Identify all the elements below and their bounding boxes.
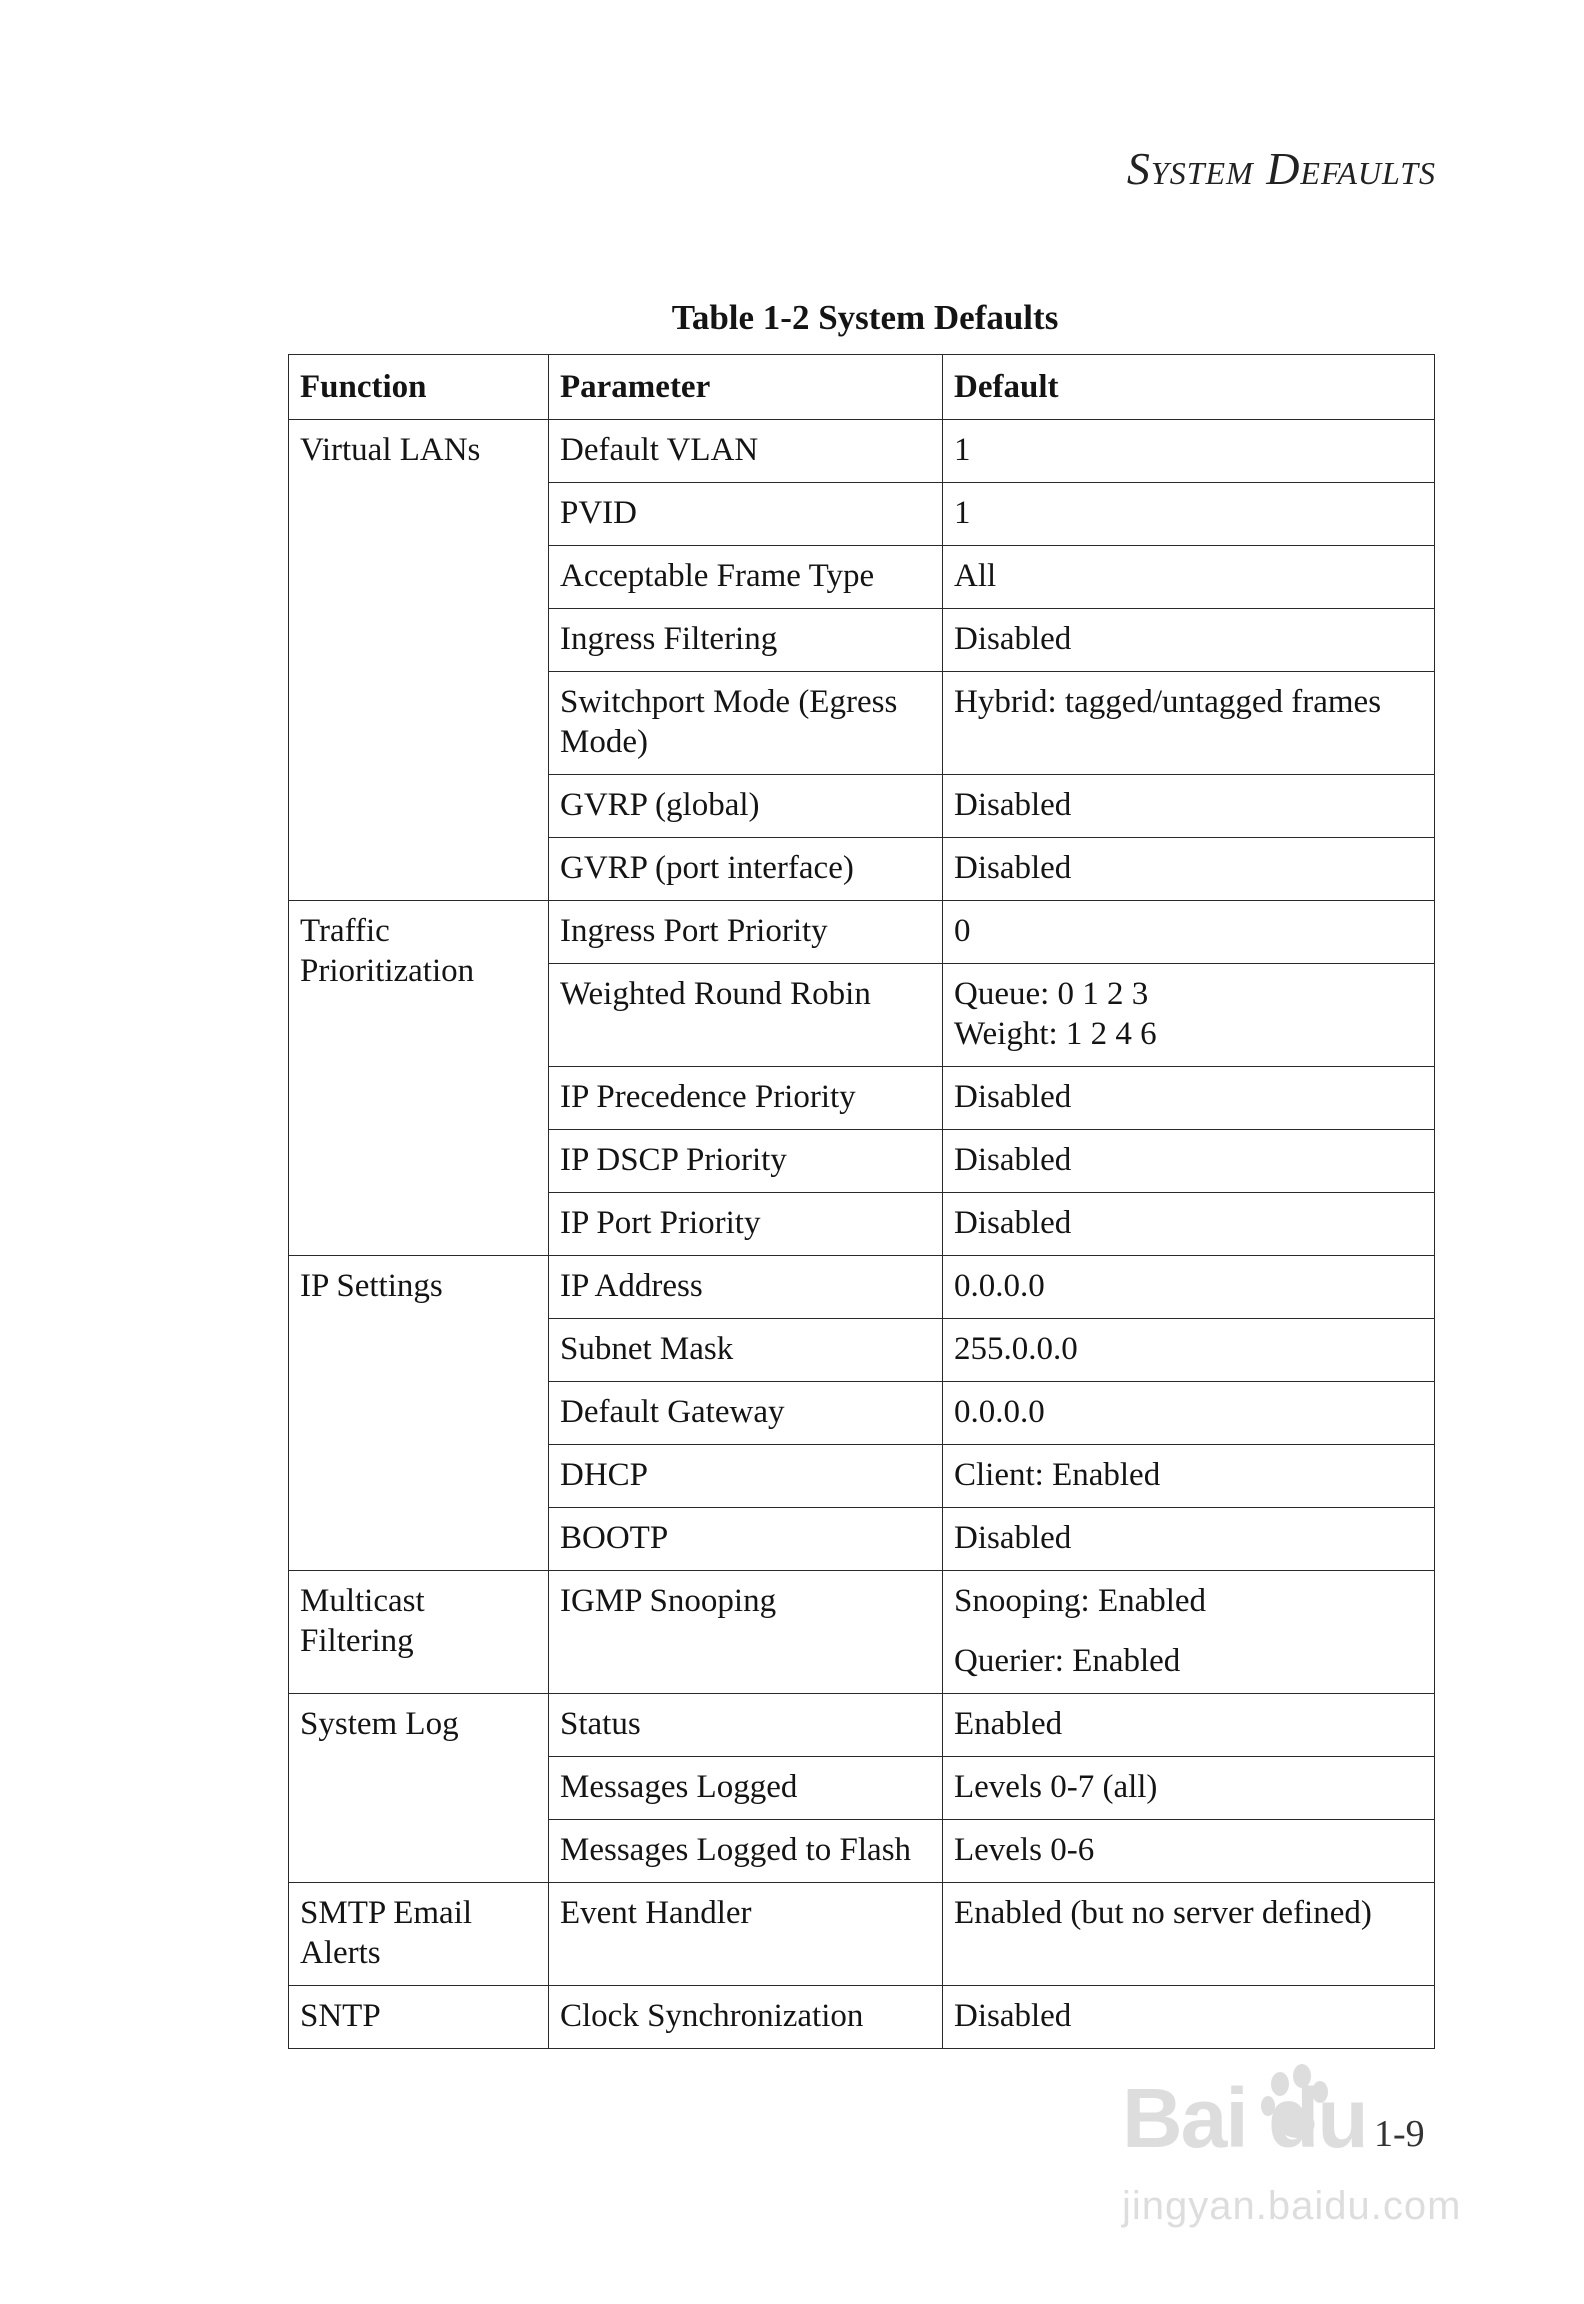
parameter-cell bbox=[549, 775, 943, 838]
page-number: 1-9 bbox=[1374, 2113, 1425, 2155]
function-cell bbox=[289, 1694, 549, 1883]
default-value: 0.0.0.0 bbox=[954, 1268, 1045, 1304]
default-cell bbox=[943, 420, 1435, 483]
parameter-label: Messages Logged bbox=[560, 1769, 798, 1805]
default-cell bbox=[943, 901, 1435, 964]
default-cell bbox=[943, 1256, 1435, 1319]
parameter-label: IGMP Snooping bbox=[560, 1583, 777, 1619]
default-cell bbox=[943, 1382, 1435, 1445]
parameter-label: Status bbox=[560, 1706, 641, 1742]
parameter-label: Subnet Mask bbox=[560, 1331, 734, 1367]
table-row bbox=[289, 1883, 1435, 1986]
default-cell bbox=[943, 672, 1435, 775]
default-cell bbox=[943, 1571, 1435, 1694]
default-cell bbox=[943, 964, 1435, 1067]
default-value: Enabled bbox=[954, 1706, 1063, 1742]
function-cell bbox=[289, 420, 549, 901]
function-label: System Log bbox=[300, 1706, 459, 1742]
default-value: 255.0.0.0 bbox=[954, 1331, 1078, 1367]
default-cell bbox=[943, 1694, 1435, 1757]
table-row bbox=[289, 1694, 1435, 1757]
parameter-label: Clock Synchronization bbox=[560, 1998, 864, 2034]
default-value: 1 bbox=[954, 432, 971, 468]
function-cell bbox=[289, 1571, 549, 1694]
parameter-label: GVRP (global) bbox=[560, 787, 760, 823]
parameter-label: Ingress Port Priority bbox=[560, 913, 828, 949]
parameter-label: DHCP bbox=[560, 1457, 649, 1493]
function-cell bbox=[289, 1986, 549, 2049]
parameter-cell bbox=[549, 609, 943, 672]
default-cell bbox=[943, 1757, 1435, 1820]
parameter-label: IP DSCP Priority bbox=[560, 1142, 787, 1178]
default-value: Disabled bbox=[954, 1520, 1072, 1556]
default-cell bbox=[943, 1986, 1435, 2049]
system-defaults-table bbox=[288, 354, 1435, 2049]
paw-icon bbox=[1258, 2062, 1338, 2142]
parameter-label: Switchport Mode (Egress bbox=[560, 684, 898, 720]
parameter-label: Ingress Filtering bbox=[560, 621, 778, 657]
parameter-cell bbox=[549, 1382, 943, 1445]
table-header-row bbox=[289, 355, 1435, 420]
default-cell bbox=[943, 1193, 1435, 1256]
default-value: Disabled bbox=[954, 621, 1072, 657]
default-value: Client: Enabled bbox=[954, 1457, 1161, 1493]
parameter-cell bbox=[549, 901, 943, 964]
parameter-label: Event Handler bbox=[560, 1895, 752, 1931]
default-value: 0 bbox=[954, 913, 971, 949]
function-label: Prioritization bbox=[300, 953, 475, 989]
default-cell bbox=[943, 1820, 1435, 1883]
default-value: Hybrid: tagged/untagged frames bbox=[954, 684, 1382, 720]
default-cell bbox=[943, 1130, 1435, 1193]
default-cell bbox=[943, 1319, 1435, 1382]
parameter-cell bbox=[549, 1319, 943, 1382]
default-value: 1 bbox=[954, 495, 971, 531]
column-header-function: Function bbox=[289, 355, 549, 420]
parameter-cell bbox=[549, 1067, 943, 1130]
default-cell bbox=[943, 838, 1435, 901]
parameter-cell bbox=[549, 964, 943, 1067]
default-value: Disabled bbox=[954, 1205, 1072, 1241]
default-value: 0.0.0.0 bbox=[954, 1394, 1045, 1430]
running-header: System Defaults bbox=[1126, 143, 1436, 194]
default-value: Enabled (but no server defined) bbox=[954, 1895, 1372, 1931]
parameter-label: BOOTP bbox=[560, 1520, 669, 1556]
default-value: Disabled bbox=[954, 1079, 1072, 1115]
function-label: Multicast bbox=[300, 1583, 425, 1619]
default-value: Disabled bbox=[954, 850, 1072, 886]
function-cell bbox=[289, 901, 549, 1256]
default-cell bbox=[943, 1445, 1435, 1508]
column-header-parameter: Parameter bbox=[549, 355, 943, 420]
parameter-cell bbox=[549, 1883, 943, 1986]
parameter-cell bbox=[549, 672, 943, 775]
default-cell bbox=[943, 483, 1435, 546]
function-label: IP Settings bbox=[300, 1268, 443, 1304]
default-value: Queue: 0 1 2 3 bbox=[954, 976, 1149, 1012]
default-value: Disabled bbox=[954, 1142, 1072, 1178]
parameter-cell bbox=[549, 1193, 943, 1256]
default-value: Weight: 1 2 4 6 bbox=[954, 1016, 1157, 1052]
function-label: SNTP bbox=[300, 1998, 381, 2034]
function-label: Alerts bbox=[300, 1935, 381, 1971]
parameter-cell bbox=[549, 546, 943, 609]
default-cell bbox=[943, 1883, 1435, 1986]
baidu-watermark bbox=[1110, 2062, 1490, 2262]
default-value: Querier: Enabled bbox=[954, 1643, 1181, 1679]
table-row bbox=[289, 420, 1435, 483]
default-cell bbox=[943, 1067, 1435, 1130]
default-cell bbox=[943, 609, 1435, 672]
default-cell bbox=[943, 1508, 1435, 1571]
default-cell bbox=[943, 775, 1435, 838]
default-value: Disabled bbox=[954, 787, 1072, 823]
parameter-label: Default Gateway bbox=[560, 1394, 785, 1430]
parameter-label: Messages Logged to Flash bbox=[560, 1832, 912, 1868]
function-cell bbox=[289, 1256, 549, 1571]
parameter-label: Acceptable Frame Type bbox=[560, 558, 875, 594]
default-value: All bbox=[954, 558, 997, 594]
parameter-cell bbox=[549, 1986, 943, 2049]
table-body bbox=[289, 420, 1435, 2049]
parameter-cell bbox=[549, 483, 943, 546]
parameter-cell bbox=[549, 1694, 943, 1757]
parameter-cell bbox=[549, 1256, 943, 1319]
parameter-cell bbox=[549, 420, 943, 483]
column-header-default: Default bbox=[943, 355, 1435, 420]
function-label: Filtering bbox=[300, 1623, 414, 1659]
default-value: Levels 0-7 (all) bbox=[954, 1769, 1158, 1805]
parameter-cell bbox=[549, 1757, 943, 1820]
parameter-label: Weighted Round Robin bbox=[560, 976, 871, 1012]
parameter-label: Default VLAN bbox=[560, 432, 759, 468]
parameter-cell bbox=[549, 838, 943, 901]
default-cell bbox=[943, 546, 1435, 609]
parameter-label: Mode) bbox=[560, 724, 648, 760]
watermark-logo-text: Bai du bbox=[1122, 2071, 1367, 2165]
default-value: Disabled bbox=[954, 1998, 1072, 2034]
default-value: Snooping: Enabled bbox=[954, 1583, 1207, 1619]
parameter-label: PVID bbox=[560, 495, 638, 531]
table-title: Table 1-2 System Defaults bbox=[671, 298, 1059, 337]
parameter-label: IP Port Priority bbox=[560, 1205, 761, 1241]
function-cell bbox=[289, 1883, 549, 1986]
table-row bbox=[289, 1571, 1435, 1694]
default-value: Levels 0-6 bbox=[954, 1832, 1095, 1868]
function-label: SMTP Email bbox=[300, 1895, 473, 1931]
function-label: Virtual LANs bbox=[300, 432, 481, 468]
parameter-cell bbox=[549, 1130, 943, 1193]
parameter-cell bbox=[549, 1508, 943, 1571]
parameter-label: IP Address bbox=[560, 1268, 703, 1304]
table-row bbox=[289, 1256, 1435, 1319]
table-row bbox=[289, 901, 1435, 964]
parameter-label: IP Precedence Priority bbox=[560, 1079, 856, 1115]
function-label: Traffic bbox=[300, 913, 390, 949]
parameter-cell bbox=[549, 1820, 943, 1883]
watermark-site-text: jingyan.baidu.com bbox=[1122, 2184, 1462, 2228]
parameter-label: GVRP (port interface) bbox=[560, 850, 854, 886]
table-row bbox=[289, 1986, 1435, 2049]
parameter-cell bbox=[549, 1571, 943, 1694]
parameter-cell bbox=[549, 1445, 943, 1508]
